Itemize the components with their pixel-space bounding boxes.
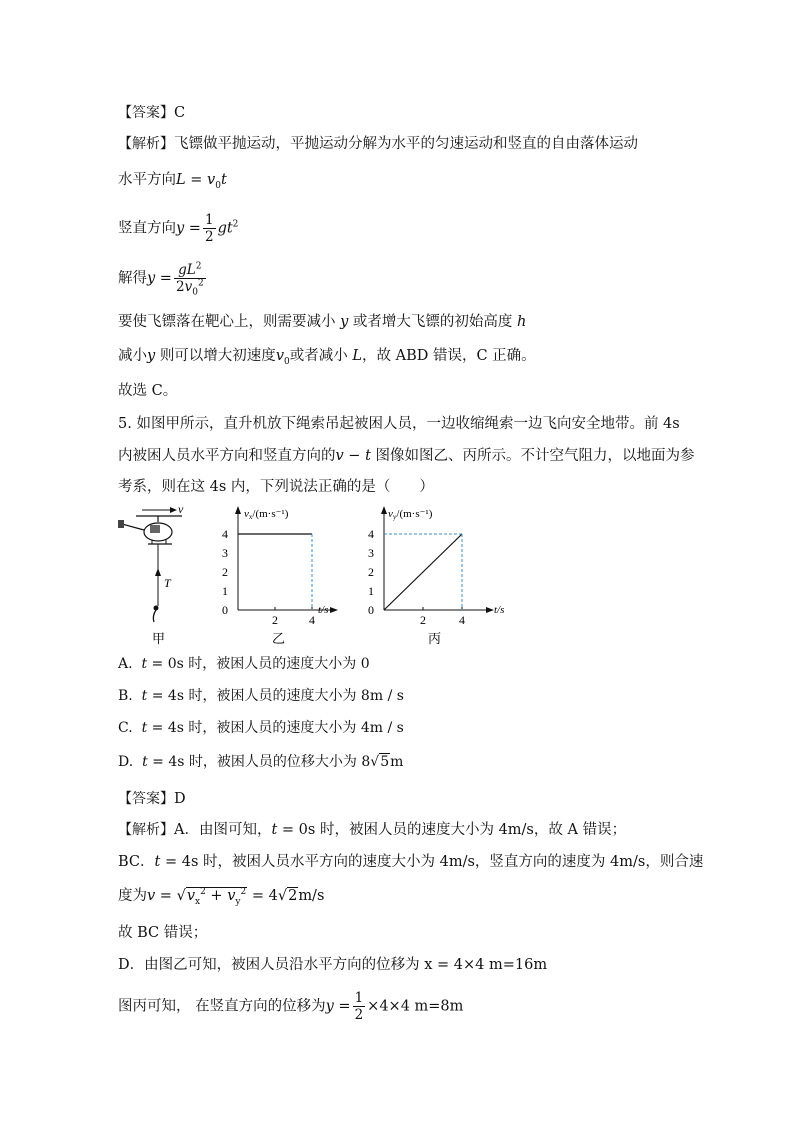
prev-conclusion: 故选 C。 — [118, 383, 178, 399]
x-tick-label: 2 — [420, 613, 426, 627]
y-tick-label: 1 — [222, 584, 228, 598]
solution-answer-line: 【答案】D — [118, 791, 186, 807]
y-tick-label: 0 — [222, 603, 228, 617]
reduce-line: 减小y 则可以增大初速度$v_0$或者减小 L，故 ABD 错误，C 正确。 — [118, 348, 536, 367]
prev-analysis-line — [118, 134, 638, 154]
option-d[interactable]: D. t = 4s 时，被困人员的位移大小为 8√5m — [118, 754, 404, 770]
y-tick-label: 0 — [368, 603, 374, 617]
solution-line-e: 图丙可知， 在竖直方向的位移为y = $\frac{1}{2}$ ×4×4 m=8m — [118, 990, 464, 1023]
velocity-label: v — [178, 502, 184, 516]
answer-value: C — [174, 105, 186, 121]
x-tick-label: 2 — [272, 613, 278, 627]
solution-line-d: D．由图乙可知，被困人员沿水平方向的位移为 x = 4×4 m=16m — [118, 957, 548, 973]
horizontal-eq: 水平方向$L = v_0t$ — [118, 172, 227, 191]
jia-label: 甲 — [152, 631, 166, 646]
person-icon — [153, 606, 158, 623]
x-axis-label: t/s — [318, 604, 329, 616]
y-tick-label: 4 — [222, 527, 228, 541]
yi-label: 乙 — [272, 631, 286, 646]
solution-line-bc: BC．t = 4s 时，被困人员水平方向的速度大小为 4m/s，竖直方向的速度为 4m/s，则合速 — [118, 854, 704, 870]
series-line — [384, 534, 462, 610]
rope-label: T — [164, 576, 171, 590]
question-line-3: 考系，则在这 4s 内，下列说法正确的是（ ） — [118, 479, 434, 495]
question-line-1: 5. 如图甲所示，直升机放下绳索吊起被困人员，一边收缩绳索一边飞向安全地带。前 4s — [118, 416, 680, 432]
y-axis-label: vx/(m·s⁻¹) — [244, 508, 289, 521]
vertical-eq: 竖直方向y = $\frac{1}{2}$ $gt^2$ — [118, 212, 239, 245]
solution-line-v: 度为$v = √v_x^2 + v_y^2 = 4√2m/s$ — [118, 887, 325, 907]
y-axis — [235, 506, 241, 610]
y-tick-label: 3 — [222, 546, 228, 560]
answer-tag: 【答案】 — [118, 105, 174, 121]
figure-bing-chart — [362, 500, 522, 650]
option-c[interactable]: C. t = 4s 时，被困人员的速度大小为 4m / s — [118, 720, 404, 736]
solution-line-a: 【解析】A．由图可知，t = 0s 时，被困人员的速度大小为 4m/s，故 A 错误； — [118, 822, 627, 838]
y-tick-label: 4 — [368, 527, 374, 541]
question-line-2: 内被困人员水平方向和竖直方向的v − t 图像如图乙、丙所示。不计空气阻力，以地面为参 — [118, 448, 695, 464]
x-axis — [384, 607, 494, 613]
helicopter-icon — [118, 516, 182, 544]
y-axis-label: vy/(m·s⁻¹) — [388, 508, 433, 521]
figure-jia — [114, 500, 194, 650]
y-tick-label: 2 — [222, 565, 228, 579]
y-tick-label: 3 — [368, 546, 374, 560]
analysis-intro: 飞镖做平抛运动，平抛运动分解为水平的匀速运动和竖直的自由落体运动 — [174, 136, 638, 152]
x-axis-label: t/s — [494, 604, 505, 616]
y-axis — [381, 506, 387, 610]
figure-yi-chart — [208, 500, 348, 650]
x-tick-label: 4 — [309, 613, 315, 627]
y-tick-label: 2 — [368, 565, 374, 579]
option-a[interactable]: A. t = 0s 时，被困人员的速度大小为 0 — [118, 656, 370, 672]
target-line: 要使飞镖落在靶心上，则需要减小 y 或者增大飞镖的初始高度 h — [118, 314, 527, 330]
solve-eq: 解得y = $\frac{gL^2}{2v_0^2}$ — [118, 261, 204, 298]
option-b[interactable]: B. t = 4s 时，被困人员的速度大小为 8m / s — [118, 688, 404, 704]
y-tick-label: 1 — [368, 584, 374, 598]
x-tick-label: 4 — [459, 613, 465, 627]
solution-bc-result: 故 BC 错误； — [118, 925, 208, 941]
analysis-tag: 【解析】 — [118, 136, 174, 152]
bing-label: 丙 — [428, 631, 442, 646]
prev-answer-line — [118, 103, 185, 123]
